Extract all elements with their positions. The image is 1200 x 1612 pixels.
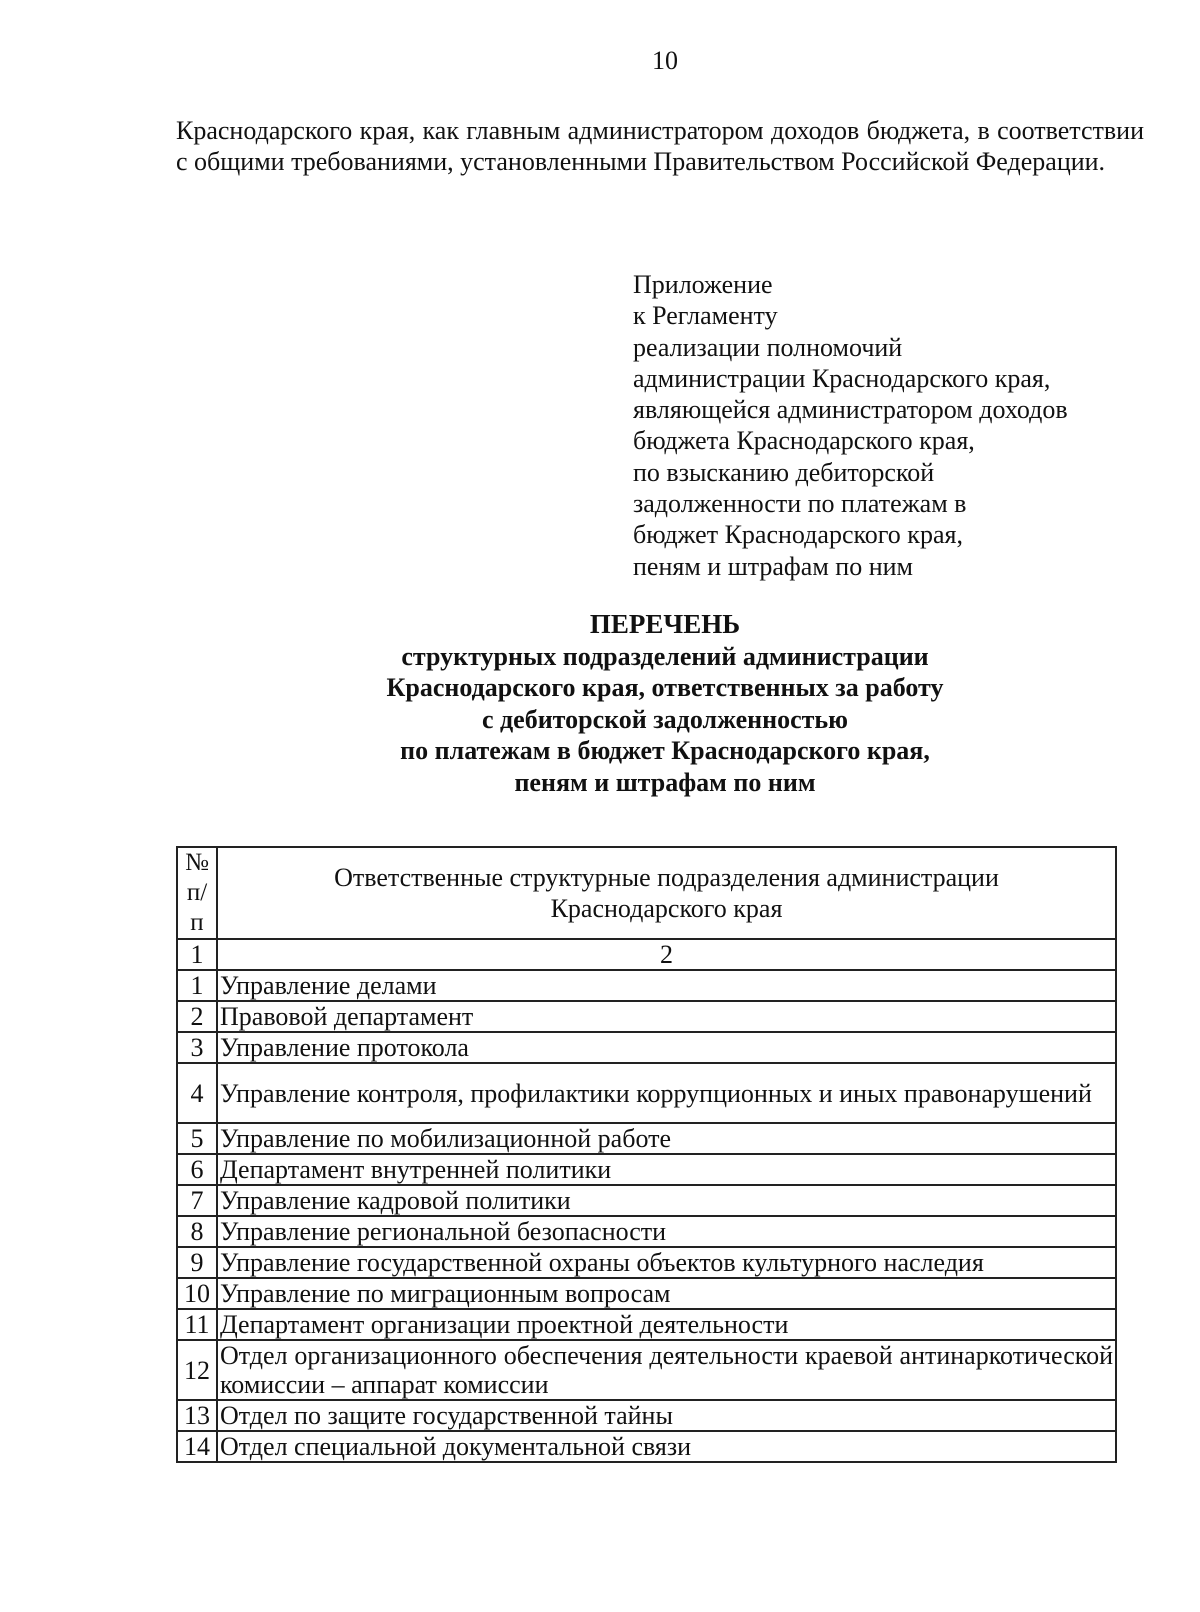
appendix-block — [633, 269, 1068, 582]
row-number: 4 — [177, 1063, 217, 1123]
header-name-cell — [217, 847, 1116, 939]
appendix-line: бюджет Краснодарского края, — [633, 520, 963, 550]
row-number: 9 — [177, 1247, 217, 1278]
row-number: 10 — [177, 1278, 217, 1309]
row-number: 7 — [177, 1185, 217, 1216]
document-heading — [0, 609, 1200, 798]
row-number: 8 — [177, 1216, 217, 1247]
document-title: ПЕРЕЧЕНЬ — [589, 609, 741, 639]
appendix-line: задолженности по платежам в — [633, 489, 967, 519]
row-department: Отдел организационного обеспечения деятельности краевой антинаркотической комиссии – аппарат комиссии — [217, 1340, 1116, 1400]
row-department: Управление кадровой политики — [217, 1185, 1116, 1216]
table-row — [177, 1340, 1116, 1400]
row-department: Управление по мобилизационной работе — [217, 1123, 1116, 1154]
row-number: 14 — [177, 1431, 217, 1462]
departments-table — [176, 846, 1117, 1463]
heading-line: структурных подразделений администрации — [401, 641, 929, 671]
row-department: Управление региональной безопасности — [217, 1216, 1116, 1247]
row-department: Управление контроля, профилактики коррупционных и иных правонарушений — [217, 1063, 1116, 1123]
header-number-line: п — [190, 909, 204, 936]
appendix-line: пеням и штрафам по ним — [633, 551, 913, 581]
row-number: 11 — [177, 1309, 217, 1340]
table-row — [177, 1185, 1116, 1216]
table-row — [177, 1123, 1116, 1154]
table-row — [177, 1431, 1116, 1462]
row-number: 12 — [177, 1340, 217, 1400]
header-name-line: Ответственные структурные подразделения администрации — [334, 863, 999, 892]
row-department: Департамент внутренней политики — [217, 1154, 1116, 1185]
table-row — [177, 1063, 1116, 1123]
row-number: 13 — [177, 1400, 217, 1431]
row-department: Департамент организации проектной деятельности — [217, 1309, 1116, 1340]
intro-paragraph: Краснодарского края, как главным администратором доходов бюджета, в соответствии с общими требованиями, установленными Правительством Российской Федерации. — [176, 116, 1144, 176]
row-number: 5 — [177, 1123, 217, 1154]
row-department: Управление государственной охраны объектов культурного наследия — [217, 1247, 1116, 1278]
appendix-line: к Регламенту — [633, 301, 778, 331]
appendix-line: являющейся администратором доходов — [633, 395, 1068, 425]
table-row — [177, 1400, 1116, 1431]
row-department: Управление делами — [217, 970, 1116, 1001]
heading-line: пеням и штрафам по ним — [514, 767, 816, 797]
appendix-line: администрации Краснодарского края, — [633, 363, 1051, 393]
heading-line: по платежам в бюджет Краснодарского края, — [400, 736, 930, 765]
table-row — [177, 970, 1116, 1001]
row-department: Управление по миграционным вопросам — [217, 1278, 1116, 1309]
appendix-line: по взысканию дебиторской — [633, 457, 935, 487]
appendix-line: реализации полномочий — [633, 332, 903, 362]
index-cell-name: 2 — [217, 939, 1116, 970]
page-number: 10 — [652, 46, 678, 75]
table-row — [177, 1278, 1116, 1309]
table-row — [177, 1032, 1116, 1063]
header-number-cell — [177, 847, 217, 939]
row-number: 6 — [177, 1154, 217, 1185]
heading-line: с дебиторской задолженностью — [481, 704, 849, 734]
row-department: Отдел по защите государственной тайны — [217, 1400, 1116, 1431]
heading-line: Краснодарского края, ответственных за работу — [386, 673, 944, 702]
header-number-line: п/ — [186, 879, 208, 906]
table-row — [177, 1309, 1116, 1340]
table-index-row — [177, 939, 1116, 970]
row-number: 1 — [177, 970, 217, 1001]
row-number: 2 — [177, 1001, 217, 1032]
appendix-line: Приложение — [633, 270, 773, 299]
row-department: Управление протокола — [217, 1032, 1116, 1063]
row-department: Отдел специальной документальной связи — [217, 1431, 1116, 1462]
index-cell-number: 1 — [177, 939, 217, 970]
header-name-line: Краснодарского края — [550, 894, 783, 923]
table-row — [177, 1154, 1116, 1185]
row-department: Правовой департамент — [217, 1001, 1116, 1032]
table-header-row — [177, 847, 1116, 939]
table-row — [177, 1247, 1116, 1278]
appendix-line: бюджета Краснодарского края, — [633, 426, 975, 456]
table-row — [177, 1216, 1116, 1247]
header-number-line: № — [185, 849, 209, 876]
row-number: 3 — [177, 1032, 217, 1063]
table-row — [177, 1001, 1116, 1032]
